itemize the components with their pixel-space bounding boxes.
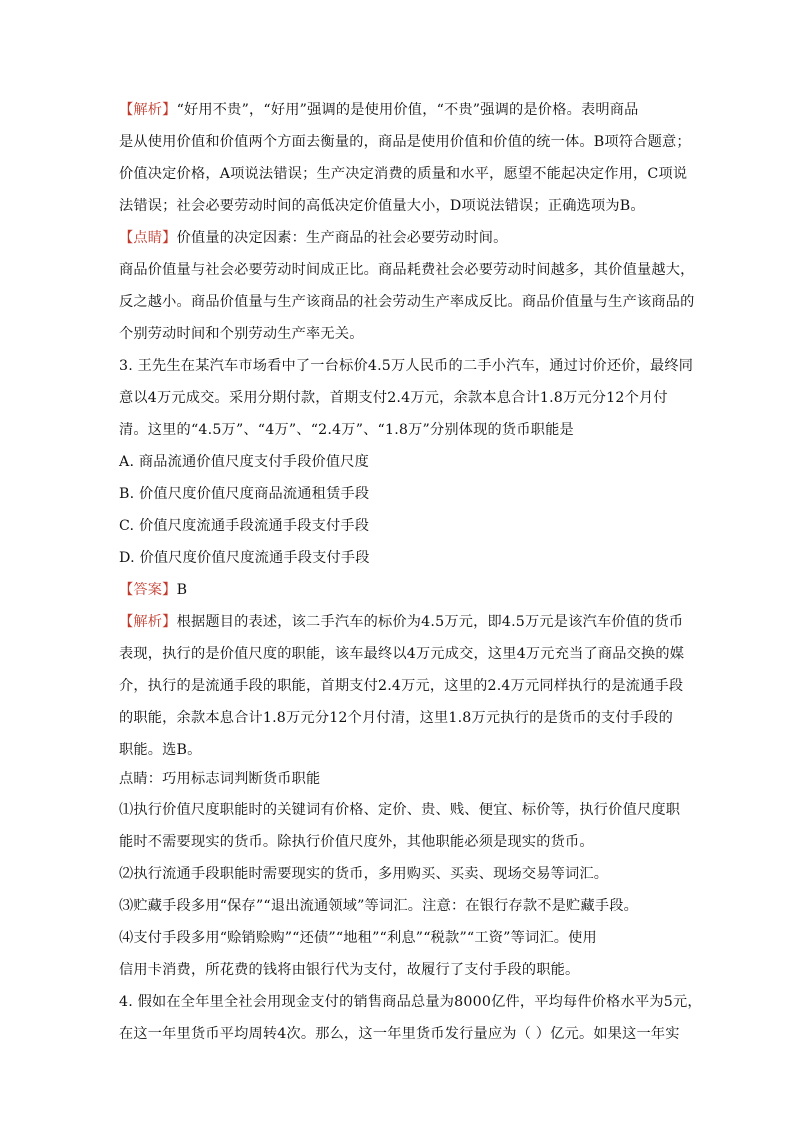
analysis-1-line-3: 价值决定价格，A项说法错误；生产决定消费的质量和水平，愿望不能起决定作用，C项说 [119, 166, 688, 182]
analysis-tag: 【解析】 [119, 102, 177, 118]
analysis-1-line-1: 【解析】“好用不贵”，“好用”强调的是使用价值，“不贵”强调的是价格。表明商品 [119, 102, 639, 118]
analysis-3-line-2: 表现，执行的是价值尺度的职能，该车最终以4万元成交，这里4万元充当了商品交换的媒 [119, 646, 685, 662]
analysis-3-line-5: 职能。选B。 [119, 742, 202, 758]
analysis-3-line-1: 【解析】根据题目的表述，该二手汽车的标价为4.5万元，即4.5万元是该汽车价值的货币 [119, 614, 684, 630]
question-4-line-1: 4. 假如在全年里全社会用现金支付的销售商品总量为8000亿件，平均每件价格水平为5元， [119, 994, 702, 1010]
option-c: C. 价值尺度流通手段流通手段支付手段 [119, 518, 370, 534]
answer-value: B [176, 582, 188, 598]
question-4-line-2: 在这一年里货币平均周转4次。那么，这一年里货币发行量应为（ ）亿元。如果这一年实 [119, 1026, 680, 1042]
question-3-line-3: 清。这里的“4.5万”、“4万”、“2.4万”、“1.8万”分别体现的货币职能是 [119, 422, 574, 438]
analysis-3-line-3: 介，执行的是流通手段的职能，首期支付2.4万元，这里的2.4万元同样执行的是流通手段 [119, 678, 684, 694]
option-d: D. 价值尺度价值尺度流通手段支付手段 [119, 550, 370, 566]
question-3-line-2: 意以4万元成交。采用分期付款，首期支付2.4万元，余款本息合计1.8万元分12个月付 [119, 390, 668, 406]
dianjing-3-line-1: ⑴执行价值尺度职能时的关键词有价格、定价、贵、贱、便宜、标价等，执行价值尺度职 [119, 802, 681, 818]
answer-3-line [119, 580, 679, 600]
dianjing-3-line-2: 能时不需要现实的货币。除执行价值尺度外，其他职能必须是现实的货币。 [119, 834, 594, 850]
question-3-line-1: 3. 王先生在某汽车市场看中了一台标价4.5万人民币的二手小汽车，通过讨价还价，最终同 [119, 358, 694, 374]
dianjing-1-line-4: 个别劳动时间和个别劳动生产率无关。 [119, 326, 364, 342]
dianjing-1-line-1: 【点睛】价值量的决定因素：生产商品的社会必要劳动时间。 [119, 230, 508, 246]
dianjing-1-line-2: 商品价值量与社会必要劳动时间成正比。商品耗费社会必要劳动时间越多，其价值量越大， [119, 262, 695, 278]
analysis-1-line-2: 是从使用价值和价值两个方面去衡量的，商品是使用价值和价值的统一体。B项符合题意； [119, 134, 691, 150]
dianjing-3-title: 点睛：巧用标志词判断货币职能 [119, 771, 321, 787]
dianjing-3-line-4: ⑶贮藏手段多用“保存”“退出流通领域”等词汇。注意：在银行存款不是贮藏手段。 [119, 898, 638, 914]
analysis-3-line-4: 的职能，余款本息合计1.8万元分12个月付清，这里1.8万元执行的是货币的支付手段的 [119, 710, 673, 726]
dianjing-1-line-3: 反之越小。商品价值量与生产该商品的社会劳动生产率成反比。商品价值量与生产该商品的 [119, 294, 695, 310]
dianjing-3-line-5: ⑷支付手段多用“赊销赊购”“还债”“地租”“利息”“税款”“工资”等词汇。使用 [119, 930, 597, 946]
analysis-1-line-4: 法错误；社会必要劳动时间的高低决定价值量大小，D项说法错误；正确选项为B。 [119, 198, 645, 214]
option-a: A. 商品流通价值尺度支付手段价值尺度 [119, 454, 370, 470]
analysis-tag: 【解析】 [119, 614, 177, 630]
dianjing-3-line-3: ⑵执行流通手段职能时需要现实的货币，多用购买、买卖、现场交易等词汇。 [119, 866, 609, 882]
option-b: B. 价值尺度价值尺度商品流通租赁手段 [119, 486, 370, 502]
dianjing-3-line-6: 信用卡消费，所花费的钱将由银行代为支付，故履行了支付手段的职能。 [119, 962, 580, 978]
dianjing-tag: 【点睛】 [119, 230, 177, 246]
answer-tag: 【答案】 [119, 582, 177, 598]
